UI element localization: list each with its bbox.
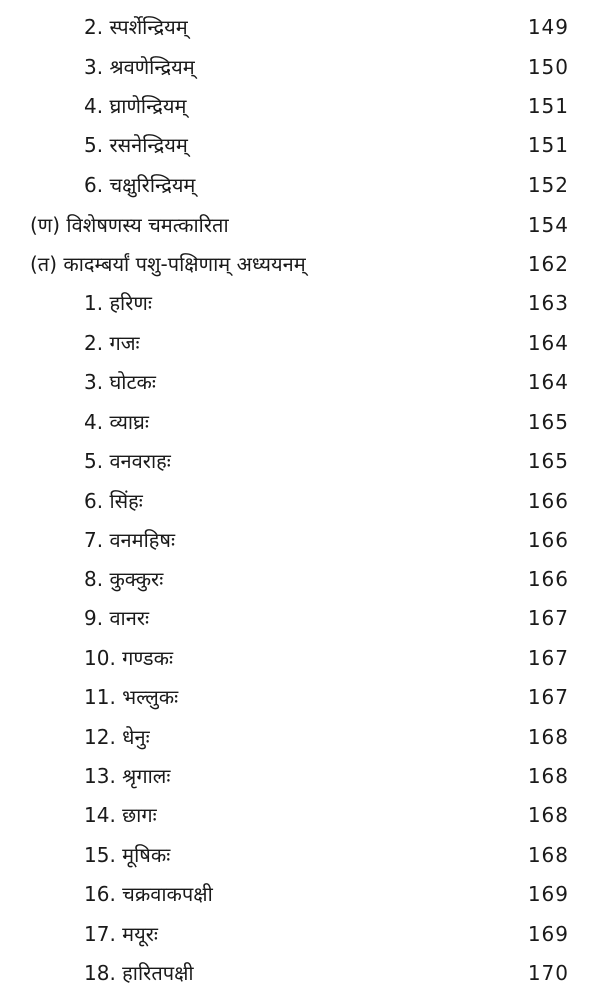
toc-entry-page-number: 168 <box>527 725 569 749</box>
toc-entry-page-number: 149 <box>527 15 569 39</box>
toc-entry-page-number: 167 <box>527 685 569 709</box>
toc-entry <box>0 639 600 678</box>
toc-entry <box>0 442 600 481</box>
toc-entry <box>0 875 600 914</box>
toc-entry-page-number: 166 <box>527 528 569 552</box>
toc-entry-page-number: 169 <box>527 922 569 946</box>
toc-entry-label: 11. भल्लुकः <box>84 685 179 709</box>
toc-entry-label: 5. वनवराहः <box>84 449 171 473</box>
toc-entry <box>0 560 600 599</box>
toc-entry-page-number: 164 <box>527 370 569 394</box>
toc-entry-label: 3. घोटकः <box>84 370 156 394</box>
toc-entry-label: 16. चक्रवाकपक्षी <box>84 882 213 906</box>
toc-entry <box>0 678 600 717</box>
toc-entry-label: 13. श्रृगालः <box>84 764 171 788</box>
toc-entry-label: 7. वनमहिषः <box>84 528 176 552</box>
toc-entry <box>0 954 600 993</box>
toc-entry-label: 17. मयूरः <box>84 922 158 946</box>
toc-entry <box>0 482 600 521</box>
toc-section-label: (ण) विशेषणस्य चमत्कारिता <box>30 213 229 237</box>
toc-entry-label: 2. गजः <box>84 331 140 355</box>
toc-entry-label: 6. सिंहः <box>84 489 143 513</box>
toc-entry-label: 3. श्रवणेन्द्रियम् <box>84 55 195 79</box>
toc-entry <box>0 166 600 205</box>
toc-entry <box>0 8 600 47</box>
toc-entry-label: 1. हरिणः <box>84 291 152 315</box>
toc-entry-page-number: 170 <box>527 961 569 985</box>
toc-entry <box>0 718 600 757</box>
toc-entry-page-number: 168 <box>527 843 569 867</box>
toc-entry-label: 18. हारितपक्षी <box>84 961 194 985</box>
toc-entry-page-number: 168 <box>527 764 569 788</box>
toc-entry-label: 2. स्पर्शेन्द्रियम् <box>84 15 188 39</box>
toc-entry <box>0 284 600 323</box>
toc-section-page-number: 162 <box>527 252 569 276</box>
toc-entry-page-number: 167 <box>527 606 569 630</box>
toc-section-entry <box>0 245 600 284</box>
toc-entry <box>0 599 600 638</box>
toc-entry <box>0 521 600 560</box>
toc-entry <box>0 126 600 165</box>
toc-entry-label: 12. धेनुः <box>84 725 150 749</box>
toc-entry-label: 10. गण्डकः <box>84 646 174 670</box>
toc-entry-page-number: 166 <box>527 489 569 513</box>
toc-entry-label: 4. व्याघ्रः <box>84 410 149 434</box>
toc-entry-page-number: 166 <box>527 567 569 591</box>
toc-entry-label: 14. छागः <box>84 803 157 827</box>
toc-entry-page-number: 151 <box>527 94 569 118</box>
toc-entry-page-number: 150 <box>527 55 569 79</box>
toc-entry-page-number: 165 <box>527 410 569 434</box>
toc-section-label: (त) कादम्बर्यां पशु-पक्षिणाम् अध्ययनम् <box>30 252 306 276</box>
toc-section-entry <box>0 206 600 245</box>
toc-entry <box>0 403 600 442</box>
toc-entry-label: 15. मूषिकः <box>84 843 171 867</box>
toc-entry <box>0 48 600 87</box>
toc-entry <box>0 915 600 954</box>
toc-entry <box>0 363 600 402</box>
toc-entry <box>0 796 600 835</box>
toc-section-page-number: 154 <box>527 213 569 237</box>
toc-entry-page-number: 168 <box>527 803 569 827</box>
toc-entry <box>0 87 600 126</box>
toc-entry <box>0 324 600 363</box>
toc-entry-label: 9. वानरः <box>84 606 150 630</box>
toc-entry-page-number: 165 <box>527 449 569 473</box>
toc-entry-page-number: 167 <box>527 646 569 670</box>
toc-entry <box>0 757 600 796</box>
toc-entry-page-number: 163 <box>527 291 569 315</box>
toc-entry-label: 6. चक्षुरिन्द्रियम् <box>84 173 196 197</box>
toc-entry-label: 4. घ्राणेन्द्रियम् <box>84 94 187 118</box>
toc-entry <box>0 836 600 875</box>
toc-entry-page-number: 169 <box>527 882 569 906</box>
toc-entry-page-number: 151 <box>527 133 569 157</box>
toc-entry-page-number: 152 <box>527 173 569 197</box>
toc-entry-label: 5. रसनेन्द्रियम् <box>84 133 188 157</box>
toc-entry-page-number: 164 <box>527 331 569 355</box>
toc-entry-label: 8. कुक्कुरः <box>84 567 164 591</box>
